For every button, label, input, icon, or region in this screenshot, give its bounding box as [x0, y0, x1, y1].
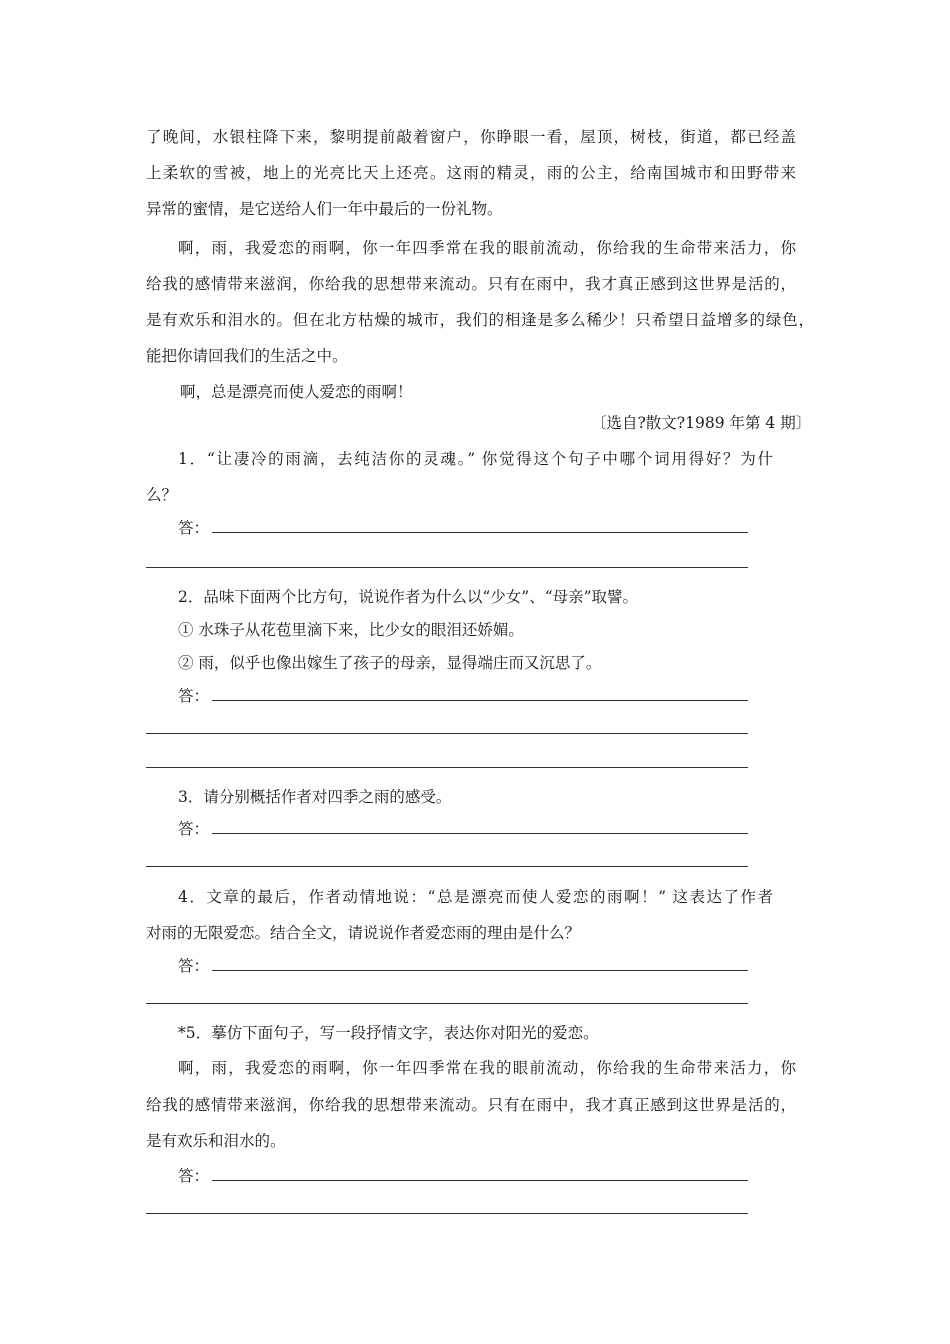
passage-line: 了晚间，水银柱降下来，黎明提前敲着窗户，你睁眼一看，屋顶，树枝，街道，都已经盖	[146, 128, 796, 146]
source-citation: 〔选自?散文?1989 年第 4 期〕	[591, 414, 812, 432]
answer-line[interactable]	[146, 767, 748, 768]
answer-field-4[interactable]	[178, 955, 748, 977]
answer-underline	[212, 1180, 748, 1181]
answer-line[interactable]	[146, 866, 748, 867]
answer-field-1[interactable]	[178, 517, 748, 539]
answer-label: 答：	[178, 519, 210, 537]
question-1-cont: 么？	[146, 486, 178, 504]
answer-label: 答：	[178, 687, 210, 705]
answer-line[interactable]	[146, 1003, 748, 1004]
question-2-sentence-2: ② 雨，似乎也像出嫁生了孩子的母亲，显得端庄而又沉思了。	[178, 654, 602, 672]
answer-line[interactable]	[146, 1213, 748, 1214]
answer-field-5[interactable]	[178, 1165, 748, 1187]
answer-underline	[212, 833, 748, 834]
answer-label: 答：	[178, 820, 210, 838]
example-line: 给我的感情带来滋润，你给我的思想带来流动。只有在雨中，我才真正感到这世界是活的，	[146, 1096, 796, 1114]
passage-line: 异常的蜜情，是它送给人们一年中最后的一份礼物。	[146, 200, 503, 218]
answer-underline	[212, 700, 748, 701]
question-5: *5．摹仿下面句子，写一段抒情文字，表达你对阳光的爱恋。	[178, 1024, 599, 1042]
question-1: 1．“让凄冷的雨滴，去纯洁你的灵魂。” 你觉得这个句子中哪个词用得好？为什	[178, 450, 773, 468]
passage-line: 啊，雨，我爱恋的雨啊，你一年四季常在我的眼前流动，你给我的生命带来活力，你	[178, 239, 796, 257]
question-3: 3．请分别概括作者对四季之雨的感受。	[178, 788, 452, 806]
question-4: 4．文章的最后，作者动情地说：“总是漂亮而使人爱恋的雨啊！” 这表达了作者	[178, 888, 773, 906]
passage-line: 能把你请回我们的生活之中。	[146, 347, 348, 365]
question-2: 2．品味下面两个比方句，说说作者为什么以“少女”、“母亲”取譬。	[178, 588, 639, 606]
answer-line[interactable]	[146, 567, 748, 568]
passage-line: 是有欢乐和泪水的。但在北方枯燥的城市，我们的相逢是多么稀少！只希望日益增多的绿色，	[146, 311, 814, 329]
question-4-cont: 对雨的无限爱恋。结合全文，请说说作者爱恋雨的理由是什么？	[146, 924, 581, 942]
answer-underline	[212, 532, 748, 533]
answer-label: 答：	[178, 1167, 210, 1185]
answer-line[interactable]	[146, 733, 748, 734]
answer-field-3[interactable]	[178, 818, 748, 840]
answer-label: 答：	[178, 957, 210, 975]
question-2-sentence-1: ① 水珠子从花苞里滴下来，比少女的眼泪还娇媚。	[178, 621, 524, 639]
passage-line: 上柔软的雪被，地上的光亮比天上还亮。这雨的精灵，雨的公主，给南国城市和田野带来	[146, 164, 796, 182]
passage-closing-line: 啊，总是漂亮而使人爱恋的雨啊！	[180, 383, 413, 401]
answer-field-2[interactable]	[178, 685, 748, 707]
example-line: 是有欢乐和泪水的。	[146, 1132, 286, 1150]
example-line: 啊，雨，我爱恋的雨啊，你一年四季常在我的眼前流动，你给我的生命带来活力，你	[178, 1059, 796, 1077]
passage-line: 给我的感情带来滋润，你给我的思想带来流动。只有在雨中，我才真正感到这世界是活的，	[146, 275, 796, 293]
answer-underline	[212, 970, 748, 971]
